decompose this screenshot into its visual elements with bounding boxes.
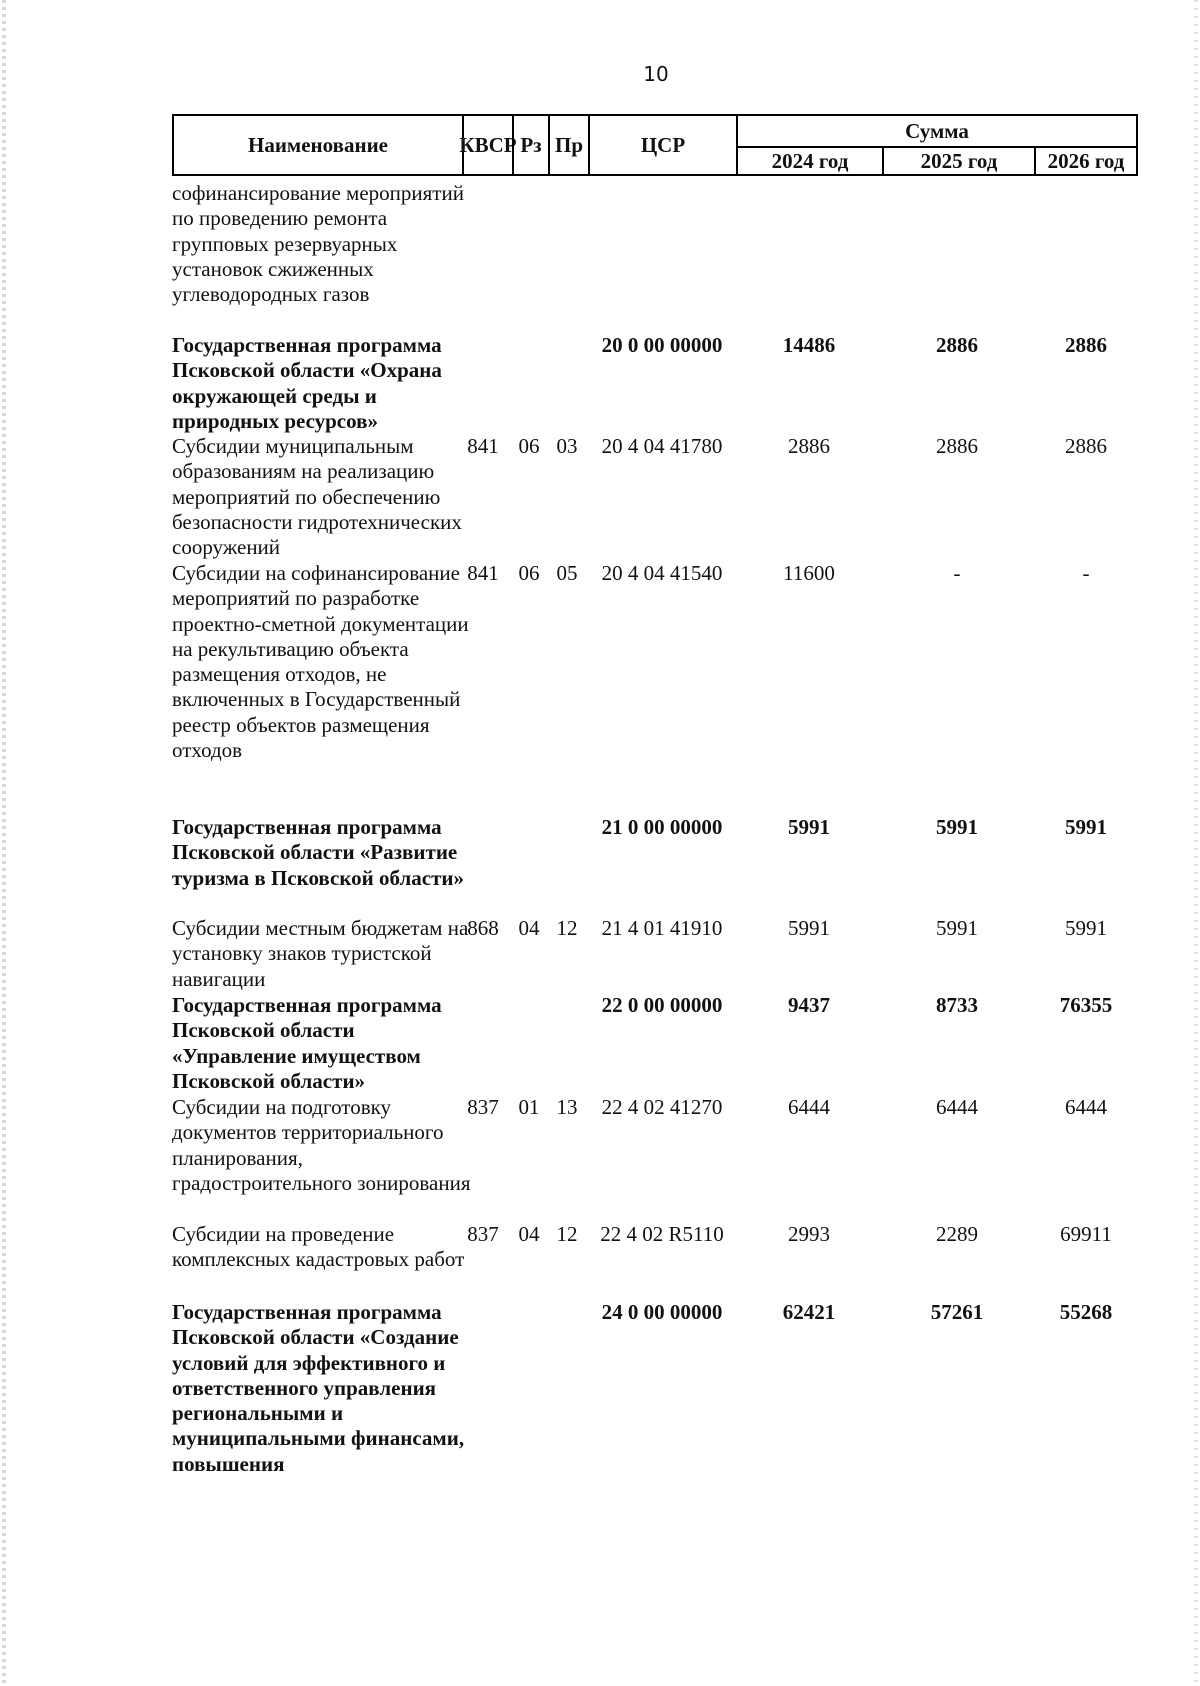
row-pr: 12	[556, 916, 578, 940]
row-name: Субсидии местным бюджетам на установку знаков туристской навигации	[172, 916, 469, 991]
row-csr: 22 4 02 41270	[601, 1095, 723, 1119]
row-sum-2025: 6444	[936, 1095, 978, 1119]
row-name: Субсидии на софинансирование мероприятий по разработке проектно-сметной документации на рекультивацию объекта размещения отходов, не включенных в Государственный реестр объектов размещения отходов	[172, 561, 469, 763]
row-pr: 13	[556, 1095, 578, 1119]
row-rz: 06	[518, 434, 540, 458]
row-sum-2024: 62421	[782, 1300, 836, 1324]
header-pr: Пр	[554, 132, 583, 157]
row-name: Государственная программа Псковской области «Создание условий для эффективного и ответственного управления региональными и муниципальными финансами, повышения	[172, 1300, 465, 1476]
header-csr: ЦСР	[640, 132, 686, 157]
row-sum-2024: 9437	[788, 993, 830, 1017]
row-name: Государственная программа Псковской области «Развитие туризма в Псковской области»	[172, 815, 465, 890]
row-sum-2024: 5991	[788, 916, 830, 940]
row-name: Субсидии на проведение комплексных кадастровых работ	[172, 1222, 465, 1272]
row-name: Государственная программа Псковской области «Охрана окружающей среды и природных ресурсов»	[172, 333, 442, 433]
row-sum-2026: 5991	[1065, 916, 1107, 940]
row-kvsr: 841	[467, 561, 499, 585]
row-sum-2025: 5991	[936, 815, 978, 839]
row-csr: 21 4 01 41910	[601, 916, 723, 940]
row-sum-2026: 6444	[1065, 1095, 1107, 1119]
row-name: Субсидии на подготовку документов территориального планирования, градостроительного зонирования	[172, 1095, 471, 1195]
header-rz: Рз	[520, 132, 542, 157]
row-sum-2025: 5991	[936, 916, 978, 940]
row-sum-2024: 14486	[782, 333, 836, 357]
row-sum-2026: 55268	[1059, 1300, 1113, 1324]
row-sum-2026: -	[1082, 561, 1090, 585]
row-kvsr: 868	[467, 916, 499, 940]
row-rz: 04	[518, 916, 540, 940]
row-csr: 22 0 00 00000	[601, 993, 723, 1017]
row-name: Государственная программа Псковской области «Управление имуществом Псковской области»	[172, 993, 442, 1093]
row-sum-2025: -	[953, 561, 961, 585]
row-sum-2026: 5991	[1065, 815, 1107, 839]
header-year-2025: 2025 год	[920, 148, 998, 173]
row-pr: 12	[556, 1222, 578, 1246]
page-number: 10	[643, 62, 669, 86]
row-name: софинансирование мероприятий по проведению ремонта групповых резервуарных установок сжиженных углеводородных газов	[172, 181, 464, 307]
row-sum-2025: 2289	[936, 1222, 978, 1246]
row-sum-2025: 2886	[936, 333, 978, 357]
row-sum-2026: 76355	[1059, 993, 1113, 1017]
row-rz: 04	[518, 1222, 540, 1246]
header-year-2026: 2026 год	[1047, 148, 1125, 173]
header-kvsr: КВСР	[459, 132, 517, 157]
row-csr: 20 0 00 00000	[601, 333, 723, 357]
row-csr: 22 4 02 R5110	[600, 1222, 724, 1246]
row-sum-2024: 6444	[788, 1095, 830, 1119]
row-sum-2024: 5991	[788, 815, 830, 839]
table-header	[172, 114, 1138, 176]
row-sum-2025: 8733	[936, 993, 978, 1017]
header-sum: Сумма	[905, 118, 969, 143]
row-sum-2025: 2886	[936, 434, 978, 458]
row-rz: 01	[518, 1095, 540, 1119]
row-sum-2026: 69911	[1060, 1222, 1112, 1246]
row-name: Субсидии муниципальным образованиям на реализацию мероприятий по обеспечению безопасности гидротехнических сооружений	[172, 434, 462, 560]
row-sum-2024: 2886	[788, 434, 830, 458]
row-sum-2024: 11600	[783, 561, 835, 585]
row-kvsr: 841	[467, 434, 499, 458]
scan-edge-right	[1194, 0, 1198, 1686]
row-csr: 21 0 00 00000	[601, 815, 723, 839]
row-pr: 05	[556, 561, 578, 585]
row-csr: 20 4 04 41780	[601, 434, 723, 458]
header-year-2024: 2024 год	[771, 148, 849, 173]
row-sum-2026: 2886	[1065, 434, 1107, 458]
scan-edge-left	[2, 0, 6, 1686]
row-csr: 24 0 00 00000	[601, 1300, 723, 1324]
row-sum-2025: 57261	[930, 1300, 984, 1324]
row-pr: 03	[556, 434, 578, 458]
row-csr: 20 4 04 41540	[601, 561, 723, 585]
row-kvsr: 837	[467, 1222, 499, 1246]
row-kvsr: 837	[467, 1095, 499, 1119]
row-rz: 06	[518, 561, 540, 585]
header-name: Наименование	[248, 132, 388, 157]
row-sum-2026: 2886	[1065, 333, 1107, 357]
row-sum-2024: 2993	[788, 1222, 830, 1246]
